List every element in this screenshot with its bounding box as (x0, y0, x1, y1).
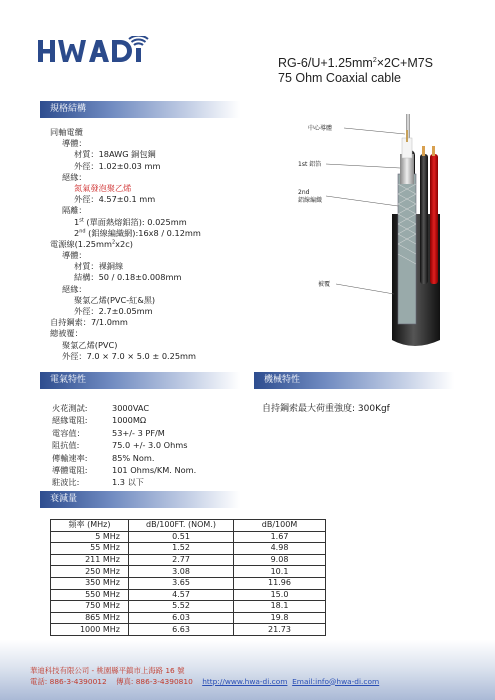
spec-conductor-od: 外徑：1.02±0.03 mm (74, 160, 161, 171)
table-cell: 3.65 (129, 577, 234, 589)
electrical-row: 傳輸速率: 85% Nom. (52, 452, 155, 463)
hwadi-logo (38, 36, 150, 64)
label-jacket: 被覆 (318, 281, 331, 288)
label-second-shield-line1: 2nd (298, 189, 310, 196)
footer-email-link[interactable]: Email:info@hwa-di.com (292, 676, 380, 686)
table-row (51, 531, 326, 543)
table-cell: 2.77 (129, 554, 234, 566)
spec-power-insulation: 絕緣： (62, 283, 87, 294)
table-cell: 750 MHz (51, 601, 129, 613)
table-row (51, 601, 326, 613)
table-cell: 1.67 (234, 531, 326, 543)
table-row (51, 566, 326, 578)
electrical-list (52, 402, 196, 489)
spec-shield-second: 2nd (鋁線編織網):16x8 / 0.12mm (74, 227, 201, 238)
footer (30, 666, 379, 687)
table-row (51, 612, 326, 624)
footer-fax: 傳真: 886-3-4390810 (116, 676, 193, 686)
table-cell: 21.73 (234, 624, 326, 636)
spec-coax: 同軸電纜 (50, 127, 83, 137)
table-cell: 18.1 (234, 601, 326, 613)
spec-insulation: 絕緣： (62, 171, 87, 182)
section-spec-header: 規格結構 (40, 101, 240, 118)
table-cell: 5 MHz (51, 531, 129, 543)
label-center-conductor: 中心導體 (308, 125, 333, 132)
attenuation-table (50, 519, 326, 636)
table-cell: 5.52 (129, 601, 234, 613)
spec-power-conductor: 導體： (62, 250, 87, 261)
table-cell: 250 MHz (51, 566, 129, 578)
column-header: 頻率 (MHz) (51, 520, 129, 532)
footer-contact (30, 677, 379, 688)
table-cell: 211 MHz (51, 554, 129, 566)
spec-power: 電源線$(1.25mm^2x2c)$ (50, 238, 133, 249)
electrical-row: 電容值： 53+/- 3 PF/M (52, 427, 165, 438)
table-row (51, 554, 326, 566)
table-cell: 865 MHz (51, 612, 129, 624)
table-row (51, 543, 326, 555)
table-cell: 350 MHz (51, 577, 129, 589)
table-cell: 1000 MHz (51, 624, 129, 636)
table-cell: 15.0 (234, 589, 326, 601)
section-attenuation-header: 衰減量 (40, 491, 240, 508)
center-conductor (406, 130, 408, 142)
label-second-shield-line2: 鋁線編織 (298, 197, 323, 204)
power-wire-black-tip (422, 146, 425, 156)
table-cell: 10.1 (234, 566, 326, 578)
table-cell: 550 MHz (51, 589, 129, 601)
table-cell: 19.8 (234, 612, 326, 624)
footer-website-link[interactable]: http://www.hwa-di.com (202, 676, 288, 686)
table-header-row (51, 520, 326, 532)
spec-list (50, 127, 270, 362)
spec-insulation-od: 外徑：4.57±0.1 mm (74, 194, 156, 205)
spec-power-material: 材質：裸銅線 (74, 261, 124, 272)
section-mechanical-header: 機械特性 (254, 372, 454, 389)
power-wire-red (430, 154, 438, 284)
cable-illustration (296, 114, 488, 354)
spec-conductor: 導體： (62, 138, 87, 149)
product-subtitle: 75 Ohm Coaxial cable (278, 71, 401, 85)
power-wire-red-tip (432, 146, 435, 156)
spec-conductor-material: 材質：18AWG 銅包鋼 (74, 149, 156, 160)
footer-phone: 電話: 886-3-4390012 (30, 676, 107, 686)
spec-power-ins-od: 外徑：2.7±0.05mm (74, 306, 153, 316)
coax-foil (400, 154, 414, 184)
table-row (51, 589, 326, 601)
electrical-row: 導體電阻: 101 Ohms/KM. Nom. (52, 465, 197, 476)
label-first-shield: 1st 鋁箔 (298, 161, 322, 168)
mechanical-text: 自持鋼索最大荷重強度: 300Kgf (262, 404, 390, 414)
table-cell: 1.52 (129, 543, 234, 555)
power-wire-black (420, 154, 428, 284)
spec-insulation-material: 氮氣發泡聚乙烯 (74, 182, 132, 193)
table-cell: 6.03 (129, 612, 234, 624)
column-header: dB/100M (234, 520, 326, 532)
table-cell: 4.57 (129, 589, 234, 601)
table-cell: 4.98 (234, 543, 326, 555)
spec-shield: 隔離： (62, 205, 87, 216)
table-row (51, 624, 326, 636)
electrical-row: 阻抗值: 75.0 +/- 3.0 Ohms (52, 440, 188, 451)
product-title (278, 56, 488, 85)
spec-shield-first: 1st (單面熱熔鋁箔): 0.025mm (74, 216, 187, 227)
spec-jacket: 總被覆： (50, 328, 83, 339)
spec-power-structure: 結構：50 / 0.18±0.008mm (74, 272, 182, 283)
table-cell: 55 MHz (51, 543, 129, 555)
spec-jacket-od: 外徑：7.0 × 7.0 × 5.0 ± 0.25mm (62, 350, 197, 361)
footer-company: 華迪科技有限公司 - 桃園縣平鎮市上海路 16 號 (30, 666, 185, 675)
table-cell: 9.08 (234, 554, 326, 566)
spec-jacket-material: 聚氯乙烯(PVC) (62, 339, 118, 350)
table-cell: 6.63 (129, 624, 234, 636)
table-cell: 0.51 (129, 531, 234, 543)
table-row (51, 577, 326, 589)
section-electrical-header: 電氣特性 (40, 372, 240, 389)
spec-power-ins-material: 聚氯乙烯(PVC-紅&黑) (74, 294, 156, 305)
electrical-row: 火花測試: 3000VAC (52, 403, 150, 413)
electrical-row: 駐波比: 1.3 以下 (52, 477, 144, 488)
column-header: dB/100FT. (NOM.) (129, 520, 234, 532)
product-model: $RG-6/U+1.25mm^2\times 2C+M7S$ (278, 56, 434, 70)
spec-messenger: 自持鋼索：7/1.0mm (50, 317, 128, 328)
table-cell: 11.96 (234, 577, 326, 589)
electrical-row: 絕緣電阻: 1000MΩ (52, 415, 147, 426)
table-cell: 3.08 (129, 566, 234, 578)
